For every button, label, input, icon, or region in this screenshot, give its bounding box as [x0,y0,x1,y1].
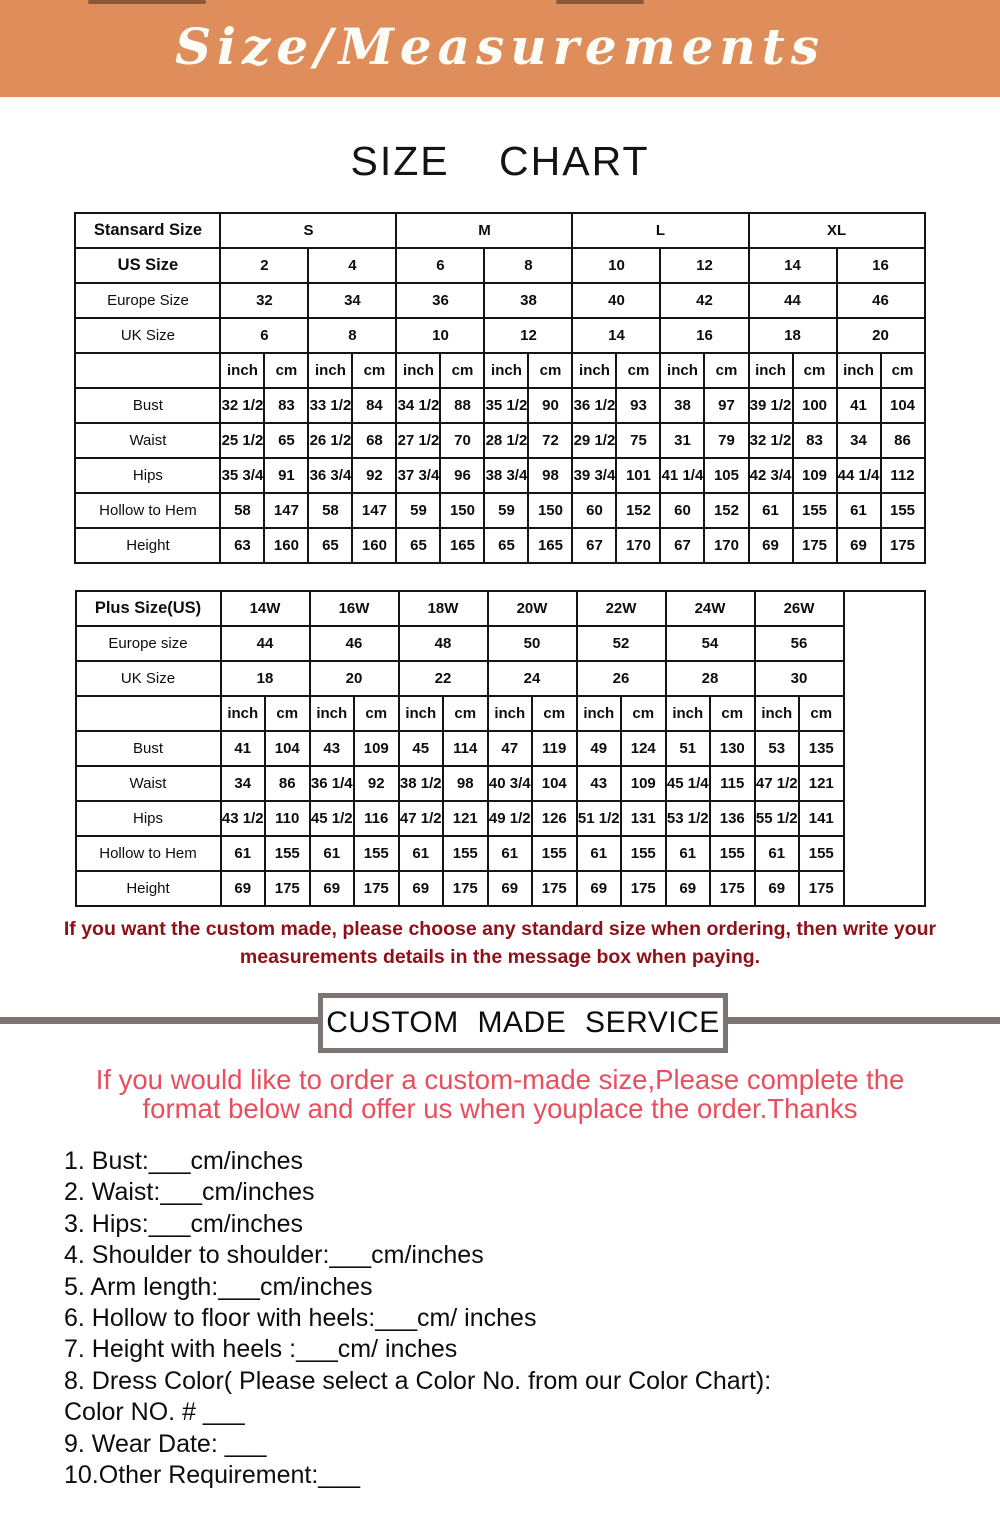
table-cell [76,696,221,731]
table-cell: 70 [440,423,484,458]
table-cell: Hips [76,801,221,836]
table-cell: 32 1/2 [749,423,793,458]
table-cell: 38 1/2 [399,766,444,801]
table-cell: 24W [666,591,755,626]
table-cell: US Size [75,248,220,283]
table-cell: 155 [354,836,399,871]
table-row [76,661,925,696]
table-cell: cm [532,696,577,731]
table-cell: 25 1/2 [220,423,264,458]
table-cell: 175 [354,871,399,906]
table-cell: 61 [488,836,533,871]
table-cell: 45 [399,731,444,766]
table-cell: 53 [755,731,800,766]
table-cell: cm [704,353,748,388]
table-cell: 12 [660,248,748,283]
plus-size-table [75,590,926,907]
table-cell: 47 1/2 [399,801,444,836]
table-cell: 147 [352,493,396,528]
table-cell: 28 [666,661,755,696]
table-cell: cm [354,696,399,731]
table-row [75,318,924,353]
custom-made-service-heading: CUSTOM MADE SERVICE [326,1005,720,1039]
table-cell: 44 1/4 [837,458,881,493]
table-cell: inch [221,696,266,731]
table-cell: cm [616,353,660,388]
table-cell: 101 [616,458,660,493]
table-cell: 88 [440,388,484,423]
table-cell: 86 [265,766,310,801]
table-cell: Waist [75,423,220,458]
form-line-dress-color: 8. Dress Color( Please select a Color No. from our Color Chart): [64,1366,772,1395]
table-cell: inch [755,696,800,731]
table-row [76,626,925,661]
table-row [76,766,925,801]
table-cell: 61 [749,493,793,528]
table-cell: inch [749,353,793,388]
table-cell: 69 [221,871,266,906]
table-cell: 83 [793,423,837,458]
table-cell: 37 3/4 [396,458,440,493]
table-cell: 60 [660,493,704,528]
table-cell: 69 [749,528,793,563]
table-cell: 43 1/2 [221,801,266,836]
table-cell: 175 [621,871,666,906]
table-cell: 112 [881,458,925,493]
table-cell: 160 [352,528,396,563]
table-cell: 44 [749,283,837,318]
table-cell: 170 [616,528,660,563]
table-cell: 12 [484,318,572,353]
table-row [76,696,925,731]
table-cell: 61 [310,836,355,871]
table-cell: 141 [799,801,844,836]
table-cell: 61 [755,836,800,871]
banner-title: Size/Measurements [174,16,826,76]
table-cell: 34 [221,766,266,801]
artifact-mark [88,0,206,4]
table-cell: Height [76,871,221,906]
table-cell: 92 [352,458,396,493]
form-line-arm-length: 5. Arm length:___cm/inches [64,1272,373,1301]
table-cell: inch [488,696,533,731]
table-cell: cm [881,353,925,388]
banner [0,0,1000,97]
table-cell: 8 [484,248,572,283]
table-cell: Europe Size [75,283,220,318]
table-cell: 98 [528,458,572,493]
table-cell: 83 [264,388,308,423]
table-cell: 116 [354,801,399,836]
table-cell: 92 [354,766,399,801]
table-cell: 33 1/2 [308,388,352,423]
table-cell: 39 1/2 [749,388,793,423]
custom-made-note-line2: measurements details in the message box when paying. [239,946,761,969]
size-chart-title: SIZE CHART [350,138,650,184]
table-cell: 2 [220,248,308,283]
table-cell: 175 [793,528,837,563]
table-cell: 58 [308,493,352,528]
table-cell: 50 [488,626,577,661]
table-cell: 97 [704,388,748,423]
table-cell: 126 [532,801,577,836]
table-cell: 91 [264,458,308,493]
form-line-hips: 3. Hips:___cm/inches [64,1209,304,1238]
form-line-height-with-heels: 7. Height with heels :___cm/ inches [64,1335,458,1364]
table-cell: 55 1/2 [755,801,800,836]
table-cell: 119 [532,731,577,766]
table-cell: 109 [354,731,399,766]
table-cell: 32 [220,283,308,318]
table-cell: UK Size [75,318,220,353]
table-cell: 26W [755,591,844,626]
table-row [76,731,925,766]
table-row [75,213,924,248]
table-cell: 41 [221,731,266,766]
table-cell: 47 [488,731,533,766]
table-cell: 45 1/4 [666,766,711,801]
table-cell: 114 [443,731,488,766]
table-cell: 104 [881,388,925,423]
table-cell: Hips [75,458,220,493]
table-cell: 30 [755,661,844,696]
table-cell: 22W [577,591,666,626]
table-cell: 45 1/2 [310,801,355,836]
table-row [75,493,924,528]
table-cell: 110 [265,801,310,836]
table-row [75,353,924,388]
table-cell: 131 [621,801,666,836]
table-cell: 38 3/4 [484,458,528,493]
table-cell: 8 [308,318,396,353]
table-cell: Europe size [76,626,221,661]
table-cell: 69 [837,528,881,563]
table-cell: 155 [799,836,844,871]
table-row [76,591,925,626]
table-cell: inch [577,696,622,731]
table-cell: 165 [528,528,572,563]
table-cell: 90 [528,388,572,423]
table-cell [844,591,925,906]
custom-made-service-box [318,993,728,1053]
table-cell: 75 [616,423,660,458]
table-cell: 6 [220,318,308,353]
table-cell: cm [440,353,484,388]
table-cell: 69 [399,871,444,906]
table-cell: 49 1/2 [488,801,533,836]
table-cell: cm [793,353,837,388]
table-cell: 18 [221,661,310,696]
table-cell: 155 [793,493,837,528]
table-cell: Waist [76,766,221,801]
table-cell: 36 1/2 [572,388,616,423]
table-cell: 170 [704,528,748,563]
table-cell: 16 [660,318,748,353]
table-cell: Plus Size(US) [76,591,221,626]
table-cell: 69 [666,871,711,906]
table-cell: 175 [532,871,577,906]
form-line-hollow-to-floor: 6. Hollow to floor with heels:___cm/ inches [64,1304,537,1333]
table-cell: 59 [484,493,528,528]
table-row [75,423,924,458]
table-cell: 65 [264,423,308,458]
table-row [76,801,925,836]
table-cell: 36 3/4 [308,458,352,493]
table-cell: Hollow to Hem [75,493,220,528]
custom-made-note-line1: If you want the custom made, please choose any standard size when ordering, then write your [63,918,937,941]
table-cell: 14W [221,591,310,626]
table-cell: inch [572,353,616,388]
table-cell: UK Size [76,661,221,696]
table-cell: 68 [352,423,396,458]
custom-order-note [0,1065,1000,1123]
table-cell: 63 [220,528,264,563]
table-cell: cm [710,696,755,731]
table-cell: 27 1/2 [396,423,440,458]
table-cell: 109 [793,458,837,493]
table-cell: 43 [310,731,355,766]
table-row [75,458,924,493]
table-cell: 147 [264,493,308,528]
table-cell: 155 [881,493,925,528]
table-cell: 96 [440,458,484,493]
table-cell: 47 1/2 [755,766,800,801]
table-cell: 24 [488,661,577,696]
table-cell: inch [484,353,528,388]
table-row [76,871,925,906]
table-cell: 22 [399,661,488,696]
table-cell: 54 [666,626,755,661]
table-cell: 34 [837,423,881,458]
table-cell: 175 [799,871,844,906]
table-cell: 10 [396,318,484,353]
table-cell: 121 [799,766,844,801]
table-cell: 67 [660,528,704,563]
table-cell: 49 [577,731,622,766]
table-cell: 40 3/4 [488,766,533,801]
table-cell: 41 1/4 [660,458,704,493]
table-cell: 36 [396,283,484,318]
table-cell: 104 [532,766,577,801]
table-cell: 69 [577,871,622,906]
table-cell: 105 [704,458,748,493]
table-cell: cm [264,353,308,388]
table-cell: 155 [443,836,488,871]
table-cell: 65 [396,528,440,563]
table-cell: 42 3/4 [749,458,793,493]
table-cell: 124 [621,731,666,766]
table-cell: cm [265,696,310,731]
table-cell: inch [396,353,440,388]
table-cell: inch [660,353,704,388]
table-cell: 150 [440,493,484,528]
table-cell: S [220,213,396,248]
table-cell: 16W [310,591,399,626]
table-cell: 69 [755,871,800,906]
table-cell: 46 [310,626,399,661]
table-cell: 67 [572,528,616,563]
table-cell: XL [749,213,925,248]
table-cell: 69 [310,871,355,906]
table-cell: 48 [399,626,488,661]
table-cell: 104 [265,731,310,766]
table-row [75,528,924,563]
table-cell: inch [310,696,355,731]
table-cell: 56 [755,626,844,661]
table-cell: 28 1/2 [484,423,528,458]
custom-made-service-banner [0,993,1000,1053]
table-cell: 165 [440,528,484,563]
table-cell: 16 [837,248,925,283]
standard-size-table [74,212,925,564]
table-cell: 32 1/2 [220,388,264,423]
table-cell: Bust [75,388,220,423]
table-cell: 72 [528,423,572,458]
table-cell: 38 [484,283,572,318]
table-cell: 175 [881,528,925,563]
table-cell: 152 [616,493,660,528]
table-cell: 160 [264,528,308,563]
table-cell: 155 [621,836,666,871]
table-cell: 20W [488,591,577,626]
table-cell: 109 [621,766,666,801]
table-cell: 29 1/2 [572,423,616,458]
table-cell: 155 [265,836,310,871]
custom-made-note [0,916,1000,971]
form-line-other-requirement: 10.Other Requirement:___ [64,1461,361,1490]
table-cell: 175 [265,871,310,906]
table-cell: L [572,213,748,248]
table-cell: 14 [572,318,660,353]
table-row [76,836,925,871]
table-cell: 155 [532,836,577,871]
table-cell: 61 [837,493,881,528]
table-cell: 84 [352,388,396,423]
form-line-wear-date: 9. Wear Date: ___ [64,1429,267,1458]
table-cell: Bust [76,731,221,766]
table-cell: 51 [666,731,711,766]
measurement-form [64,1146,1000,1491]
artifact-mark [556,0,644,4]
table-cell: 4 [308,248,396,283]
table-cell: 150 [528,493,572,528]
table-cell: 130 [710,731,755,766]
table-cell: 60 [572,493,616,528]
table-cell: 175 [710,871,755,906]
table-cell: 65 [308,528,352,563]
table-cell: M [396,213,572,248]
table-cell: cm [799,696,844,731]
table-cell: 43 [577,766,622,801]
table-cell: 69 [488,871,533,906]
table-cell: cm [528,353,572,388]
table-cell: 10 [572,248,660,283]
form-line-shoulder: 4. Shoulder to shoulder:___cm/inches [64,1241,484,1270]
table-cell: 155 [710,836,755,871]
table-cell: cm [621,696,666,731]
table-cell: Hollow to Hem [76,836,221,871]
table-cell: 51 1/2 [577,801,622,836]
table-cell: inch [220,353,264,388]
table-cell: 36 1/4 [310,766,355,801]
table-cell: 52 [577,626,666,661]
table-cell: inch [399,696,444,731]
table-cell: inch [666,696,711,731]
table-cell: 40 [572,283,660,318]
table-cell: 20 [310,661,399,696]
table-cell: 65 [484,528,528,563]
table-cell [75,353,220,388]
table-cell: 26 [577,661,666,696]
table-cell: 20 [837,318,925,353]
table-cell: inch [837,353,881,388]
table-cell: 18W [399,591,488,626]
table-cell: 31 [660,423,704,458]
table-cell: 53 1/2 [666,801,711,836]
table-cell: 6 [396,248,484,283]
custom-order-note-line2: format below and offer us when youplace the order.Thanks [142,1092,858,1124]
table-cell: 18 [749,318,837,353]
table-cell: 44 [221,626,310,661]
table-cell: 46 [837,283,925,318]
table-cell: 61 [577,836,622,871]
form-line-color-no: Color NO. # ___ [64,1398,245,1427]
table-cell: cm [443,696,488,731]
table-row [75,283,924,318]
table-cell: 38 [660,388,704,423]
table-cell: 34 [308,283,396,318]
table-cell: 152 [704,493,748,528]
table-cell: 86 [881,423,925,458]
table-cell: 135 [799,731,844,766]
table-cell: 39 3/4 [572,458,616,493]
table-row [75,388,924,423]
table-cell: 26 1/2 [308,423,352,458]
custom-order-note-line1: If you would like to order a custom-made size,Please complete the [95,1063,905,1095]
table-cell: 42 [660,283,748,318]
table-cell: 34 1/2 [396,388,440,423]
table-cell: 58 [220,493,264,528]
table-cell: 61 [399,836,444,871]
table-cell: 61 [221,836,266,871]
table-cell: 175 [443,871,488,906]
table-cell: 115 [710,766,755,801]
table-cell: inch [308,353,352,388]
table-cell: 35 1/2 [484,388,528,423]
form-line-bust: 1. Bust:___cm/inches [64,1147,304,1176]
table-cell: cm [352,353,396,388]
table-cell: 41 [837,388,881,423]
table-cell: 100 [793,388,837,423]
table-cell: Stansard Size [75,213,220,248]
table-row [75,248,924,283]
table-cell: 59 [396,493,440,528]
table-cell: 79 [704,423,748,458]
form-line-waist: 2. Waist:___cm/inches [64,1178,315,1207]
table-cell: 35 3/4 [220,458,264,493]
table-cell: 136 [710,801,755,836]
table-cell: 61 [666,836,711,871]
table-cell: 98 [443,766,488,801]
table-cell: 121 [443,801,488,836]
table-cell: Height [75,528,220,563]
table-cell: 14 [749,248,837,283]
table-cell: 93 [616,388,660,423]
